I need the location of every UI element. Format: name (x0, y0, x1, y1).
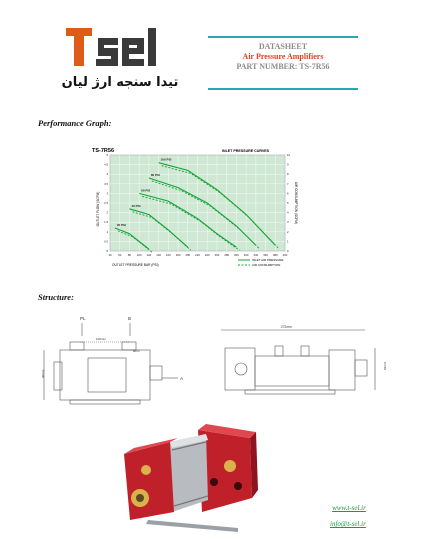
structure-heading: Structure: (38, 292, 74, 302)
y-tick-label-right: 8 (287, 172, 289, 177)
chart-x-ticks (108, 253, 287, 257)
chart-ylabel-right: AIR CONSUMPTION (SCFM) (294, 181, 298, 225)
x-tick-label: 100 (136, 253, 142, 257)
chart-ylabel-left: OUTLET FLOW (SCFM) (96, 191, 100, 227)
x-tick-label: 240 (204, 253, 210, 257)
x-tick-label: 360 (263, 253, 268, 257)
y-tick-label-right: 5 (287, 201, 289, 205)
y-tick-label-left: 4.5 (104, 162, 108, 167)
chart-y-ticks-right (287, 153, 291, 253)
y-tick-label-right: 9 (287, 162, 289, 167)
y-tick-label-right: 4 (287, 210, 289, 215)
website-link[interactable]: www.t-sel.ir (332, 504, 366, 512)
dim-8mm: 8mm (133, 349, 140, 353)
y-tick-label-left: 3 (106, 191, 108, 196)
y-tick-label-left: 2 (106, 210, 108, 215)
chart-y-ticks-left (104, 153, 108, 253)
curve-label: 60 PSI (141, 188, 151, 193)
chart-title: INLET PRESSURE CURVES (222, 149, 270, 153)
y-tick-label-right: 1 (287, 239, 289, 244)
pump-product-image (110, 420, 270, 538)
y-tick-label-left: 5 (106, 153, 108, 157)
y-tick-label-right: 10 (287, 153, 291, 157)
side-view-drawing (215, 320, 390, 415)
x-tick-label: 60 (118, 253, 122, 257)
email-link[interactable]: info@t-sel.ir (330, 520, 366, 528)
logo-persian-text: تیدا سنجه ارژ لیان (61, 75, 179, 90)
x-tick-label: 320 (243, 253, 249, 257)
datasheet-header (208, 42, 358, 72)
header-product: Air Pressure Amplifiers (242, 52, 324, 61)
curve-label: 40 PSI (131, 203, 141, 208)
x-tick-label: 120 (146, 253, 152, 257)
chart-model: TS-7R56 (92, 148, 115, 154)
legend-consumption: AIR CONSUMPTION (252, 263, 281, 267)
curve-label: 100 PSI (160, 157, 172, 162)
port-label-pl: PL (80, 316, 86, 321)
x-tick-label: 40 (108, 253, 112, 257)
y-tick-label-left: 3.5 (104, 181, 108, 186)
header-datasheet: DATASHEET (258, 42, 308, 51)
dim-90mm: 90mm (41, 369, 45, 378)
y-tick-label-left: 0 (106, 249, 108, 253)
dim-side: 82mm (383, 361, 387, 370)
x-tick-label: 280 (224, 253, 230, 257)
performance-heading: Performance Graph: (38, 118, 112, 128)
y-tick-label-right: 6 (287, 191, 289, 196)
performance-chart (90, 145, 300, 275)
x-tick-label: 260 (214, 253, 220, 257)
header-top-rule (208, 36, 358, 38)
y-tick-label-left: 2.5 (104, 201, 108, 205)
x-tick-label: 180 (175, 253, 181, 257)
port-label-b: B (128, 316, 132, 321)
x-tick-label: 380 (272, 253, 278, 257)
y-tick-label-right: 0 (287, 249, 289, 253)
y-tick-label-right: 3 (287, 220, 289, 225)
y-tick-label-left: 1 (106, 229, 108, 234)
header-bottom-rule (208, 88, 358, 90)
curve-label: 20 PSI (116, 222, 126, 227)
header-part-number: PART NUMBER: TS-7R56 (236, 62, 330, 71)
x-tick-label: 220 (195, 253, 200, 257)
legend-inlet: INLET AIR PRESSURE (252, 258, 284, 262)
y-tick-label-left: 4 (106, 172, 108, 177)
curve-label: 80 PSI (150, 173, 160, 178)
x-tick-label: 160 (165, 253, 171, 257)
x-tick-label: 200 (185, 253, 191, 257)
y-tick-label-right: 2 (287, 229, 289, 234)
y-tick-label-right: 7 (287, 181, 289, 186)
x-tick-label: 400 (282, 253, 288, 257)
dim-100mm: 100mm (96, 337, 107, 341)
x-tick-label: 300 (234, 253, 239, 257)
y-tick-label-left: 1.5 (104, 220, 108, 225)
front-view-drawing (30, 312, 195, 417)
x-tick-label: 80 (127, 253, 132, 257)
dim-272mm: 272mm (281, 325, 292, 329)
x-tick-label: 140 (156, 253, 161, 257)
footer-links (330, 500, 366, 532)
x-tick-label: 340 (253, 253, 259, 257)
y-tick-label-left: 0.5 (104, 239, 108, 244)
port-label-a: A (180, 376, 184, 381)
chart-xlabel: OUTLET PRESSURE BAR (PSI) (112, 263, 159, 267)
